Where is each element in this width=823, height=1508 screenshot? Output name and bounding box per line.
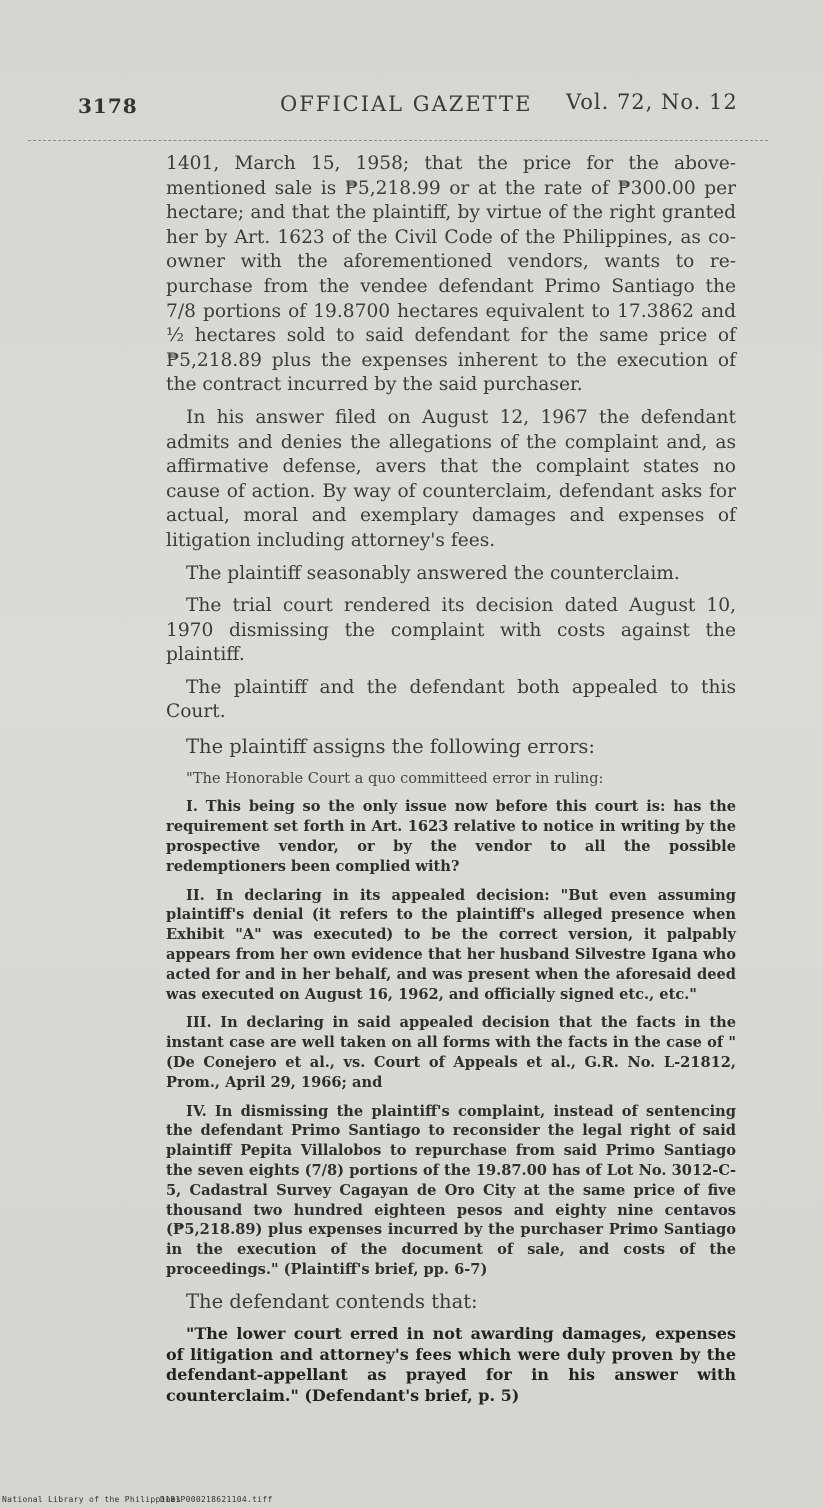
volume-number: Vol. 72, No. 12: [566, 90, 738, 114]
footer-file-id: D181P000218621104.tiff: [160, 1495, 273, 1504]
paragraph: The trial court rendered its decision dated August 10, 1970 dismissing the complaint with costs against the plaintiff.: [166, 595, 736, 666]
paragraph: The plaintiff seasonably answered the counterclaim.: [186, 562, 680, 584]
section-lead: The plaintiff assigns the following errors:: [186, 735, 595, 759]
paragraph: In his answer filed on August 12, 1967 the defendant admits and denies the allegations of the complaint and, as affirmative defense, avers that the complaint states no cause of action. By way of counterclaim, defendant asks for actual, moral and exemplary damages and expenses of litigation including attorney's fees.: [166, 406, 736, 551]
header-rule: [28, 140, 768, 141]
assigned-error: I. This being so the only issue now before this court is: has the requirement set forth in Art. 1623 relative to notice in writing by the prospective vendor, or by the vendor to all the possible redemptioners been complied with?: [166, 798, 736, 875]
assigned-error: IV. In dismissing the plaintiff's complaint, instead of sentencing the defendant Primo Santiago to reconsider the legal right of said plaintiff Pepita Villalobos to repurchase from said Primo Santiago the seven eights (7/8) portions of the 19.87.00 has of Lot No. 3012-C-5, Cadastral Survey Cagayan de Oro City at the same price of five thousand two hundred eighteen pesos and eighty nine centavos (₱5,218.89) plus expenses incurred by the purchaser Primo Santiago in the execution of the document of sale, and costs of the proceedings." (Plaintiff's brief, pp. 6-7): [166, 1102, 736, 1278]
paragraph: 1401, March 15, 1958; that the price for the above-mentioned sale is ₱5,218.99 or at the rate of ₱300.00 per hectare; and that the plaintiff, by virtue of the right granted her by Art. 1623 of the Civil Code of the Philippines, as co-owner with the aforementioned vendors, wants to re-purchase from the vendee defendant Primo Santiago the 7/8 portions of 19.8700 hectares equivalent to 17.3862 and ½ hectares sold to said defendant for the same price of ₱5,218.89 plus the expenses inherent to the execution of the contract incurred by the said purchaser.: [166, 153, 736, 396]
page-header: [0, 86, 823, 126]
body-text: [166, 152, 736, 1406]
assigned-error: III. In declaring in said appealed decision that the facts in the instant case are well taken on all forms with the facts in the case of "(De Conejero et al., vs. Court of Appeals et al., G.R. No. L-21812, Prom., April 29, 1966; and: [166, 1014, 736, 1091]
publication-title: OFFICIAL GAZETTE: [280, 92, 533, 116]
paragraph: The plaintiff and the defendant both appealed to this Court.: [166, 676, 736, 723]
defendant-contention: "The lower court erred in not awarding damages, expenses of litigation and attorney's fees which were duly proven by the defendant-appellant as prayed for in his answer with counterclaim." (Defendant's brief, p. 5): [166, 1324, 736, 1405]
page-number: 3178: [78, 94, 138, 118]
footer-library: National Library of the Philippines: [2, 1495, 182, 1504]
section-lead: The defendant contends that:: [186, 1289, 478, 1313]
quoted-text: "The Honorable Court a quo committeed error in ruling:: [186, 769, 604, 787]
assigned-error: II. In declaring in its appealed decision: "But even assuming plaintiff's denial (it refers to the plaintiff's alleged presence when Exhibit "A" was executed) to be the correct version, it palpably appears from her own evidence that her husband Silvestre Igana who acted for and in her behalf, and was present when the aforesaid deed was executed on August 16, 1962, and officially signed etc., etc.": [166, 886, 736, 1003]
